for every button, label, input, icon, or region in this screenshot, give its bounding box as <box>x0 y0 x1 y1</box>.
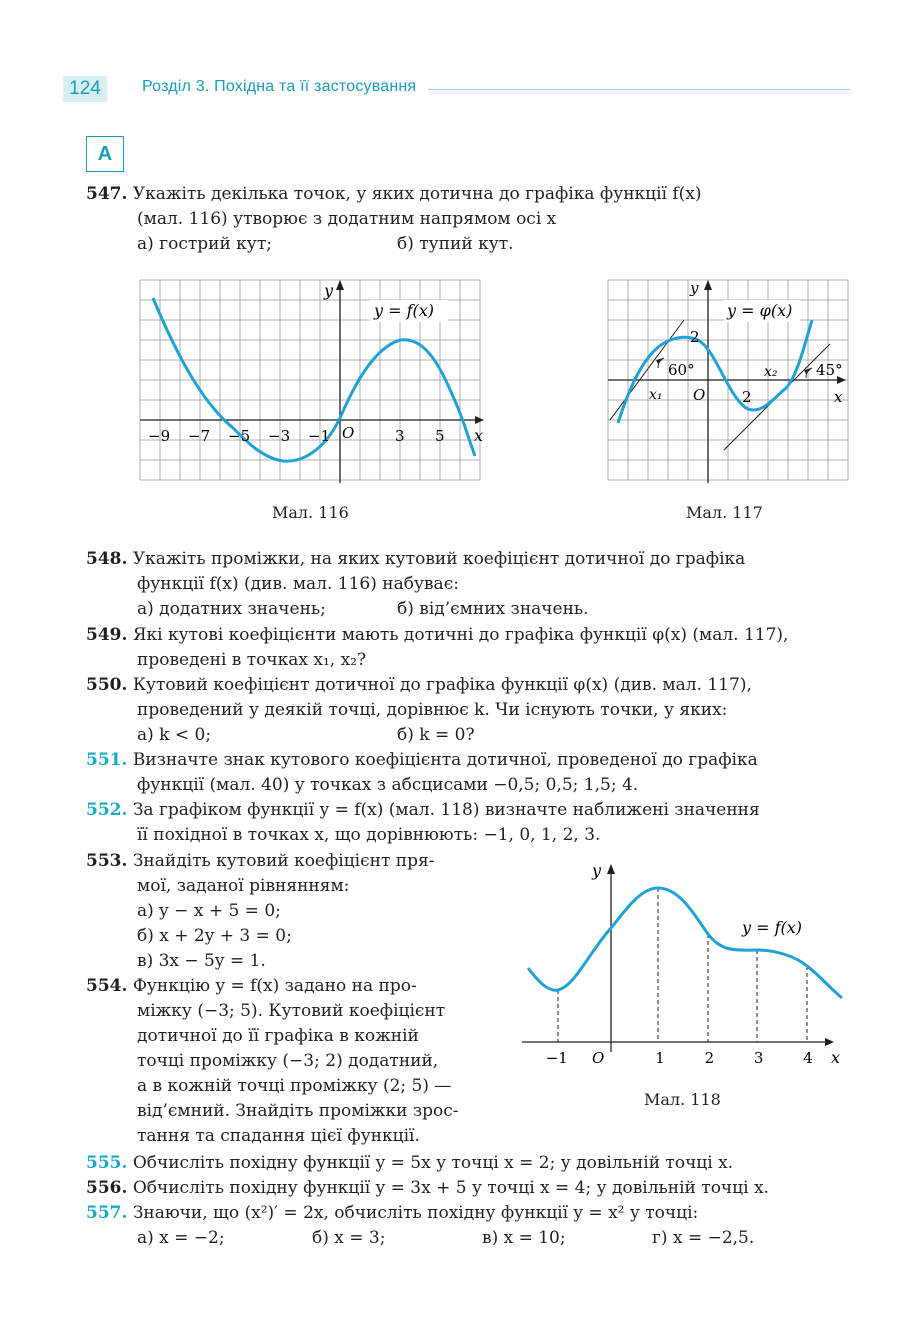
option-a: а) гострий кут; <box>137 234 272 254</box>
tick-label: −1 <box>545 1049 568 1067</box>
angle-label: 45° <box>816 361 843 379</box>
option-c: в) 3x − 5y = 1. <box>137 951 266 971</box>
option-b: б) від’ємних значень. <box>397 599 589 619</box>
tick-label: −1 <box>308 427 331 445</box>
problem-text: проведений у деякій точці, дорівнює k. Чи існують точки, у яких: <box>137 700 728 720</box>
problem-557 <box>86 1201 698 1226</box>
problem-number: 549. <box>86 625 128 645</box>
option-b: б) k = 0? <box>397 725 475 745</box>
problem-number: 556. <box>86 1178 128 1198</box>
function-label: y = φ(x) <box>727 301 793 320</box>
problem-text: За графіком функції y = f(x) (мал. 118) визначте наближені значення <box>132 800 760 820</box>
problem-text: Які кутові коефіцієнти мають дотичні до графіка функції φ(x) (мал. 117), <box>132 625 789 645</box>
problem-text: Визначте знак кутового коефіцієнта дотичної, проведеної до графіка <box>132 750 758 770</box>
y-axis-label: y <box>324 281 334 300</box>
tick-label: 4 <box>803 1049 813 1067</box>
function-label: y = f(x) <box>742 918 803 937</box>
tick-label: 1 <box>655 1049 665 1067</box>
problem-553 <box>86 849 434 874</box>
figure-118 <box>520 856 850 1076</box>
point-label-x2: x₂ <box>764 364 778 380</box>
point-label-x1: x₁ <box>649 387 663 403</box>
problem-text: точці проміжку (−3; 2) додатний, <box>137 1051 439 1071</box>
tick-label: 2 <box>704 1049 715 1067</box>
option-a: а) x = −2; <box>137 1228 225 1248</box>
option-a: а) y − x + 5 = 0; <box>137 901 281 921</box>
option-b: б) x + 2y + 3 = 0; <box>137 926 292 946</box>
tick-label: −9 <box>148 427 171 445</box>
problem-550 <box>86 673 752 698</box>
origin-label: O <box>342 424 355 442</box>
y-axis-label: y <box>690 279 699 297</box>
tick-label: −3 <box>268 427 291 445</box>
problem-number: 553. <box>86 851 128 871</box>
problem-text: дотичної до її графіка в кожній <box>137 1026 419 1046</box>
option-b: б) тупий кут. <box>397 234 514 254</box>
tick-label: 3 <box>395 427 405 445</box>
problem-text: її похідної в точках x, що дорівнюють: −1, 0, 1, 2, 3. <box>137 825 601 845</box>
problem-number: 547. <box>86 184 128 204</box>
option-c: в) x = 10; <box>482 1228 566 1248</box>
problem-552 <box>86 798 760 823</box>
level-badge: А <box>86 136 124 172</box>
option-a: а) k < 0; <box>137 725 212 745</box>
problem-text: а в кожній точці проміжку (2; 5) — <box>137 1076 452 1096</box>
figure-117 <box>606 278 850 488</box>
problem-number: 550. <box>86 675 128 695</box>
angle-label: 60° <box>668 361 695 379</box>
problem-548 <box>86 547 745 572</box>
problem-number: 554. <box>86 976 128 996</box>
caption-116: Мал. 116 <box>272 503 349 522</box>
tick-label: 5 <box>435 427 445 445</box>
x-axis-label: x <box>474 426 484 445</box>
tick-label: 3 <box>753 1049 764 1067</box>
problem-text: Обчисліть похідну функції y = 3x + 5 у точці x = 4; у довільній точці x. <box>132 1178 769 1198</box>
problem-555 <box>86 1151 733 1176</box>
problem-number: 555. <box>86 1153 128 1173</box>
problem-text: Знайдіть кутовий коефіцієнт пря- <box>132 851 435 871</box>
problem-text: Обчисліть похідну функції y = 5x у точці x = 2; у довільній точці x. <box>132 1153 734 1173</box>
problem-549 <box>86 623 788 648</box>
option-d: г) x = −2,5. <box>652 1228 755 1248</box>
problem-text: Кутовий коефіцієнт дотичної до графіка функції φ(x) (див. мал. 117), <box>132 675 752 695</box>
option-a: а) додатних значень; <box>137 599 326 619</box>
problem-number: 557. <box>86 1203 128 1223</box>
origin-label: O <box>592 1049 605 1067</box>
problem-number: 548. <box>86 549 128 569</box>
caption-118: Мал. 118 <box>644 1090 721 1109</box>
problem-text: функції f(x) (див. мал. 116) набуває: <box>137 574 459 594</box>
problem-551 <box>86 748 758 773</box>
problem-text: Функцію y = f(x) задано на про- <box>132 976 417 996</box>
problem-text: проведені в точках x₁, x₂? <box>137 650 367 670</box>
y-axis-label: y <box>592 861 602 880</box>
problem-547 <box>86 182 702 207</box>
problem-text: Знаючи, що (x²)′ = 2x, обчисліть похідну функції y = x² у точці: <box>132 1203 699 1223</box>
section-title: Розділ 3. Похідна та її застосування <box>142 78 417 95</box>
problem-text: від’ємний. Знайдіть проміжки зрос- <box>137 1101 459 1121</box>
tick-label: −7 <box>188 427 211 445</box>
figure-116 <box>138 278 486 488</box>
problem-number: 552. <box>86 800 128 820</box>
problem-text: міжку (−3; 5). Кутовий коефіцієнт <box>137 1001 446 1021</box>
tick-label: −5 <box>228 427 251 445</box>
problem-text: Укажіть проміжки, на яких кутовий коефіцієнт дотичної до графіка <box>132 549 746 569</box>
tick-label: 2 <box>690 328 700 346</box>
problem-text: Укажіть декілька точок, у яких дотична до графіка функції f(x) <box>132 184 702 204</box>
problem-text: мої, заданої рівнянням: <box>137 876 350 896</box>
problem-556 <box>86 1176 769 1201</box>
page-number: 124 <box>63 76 107 102</box>
tick-label: 2 <box>742 388 752 406</box>
problem-text: тання та спадання цієї функції. <box>137 1126 420 1146</box>
problem-554 <box>86 974 417 999</box>
origin-label: O <box>693 386 706 404</box>
problem-text: функції (мал. 40) у точках з абсцисами −0,5; 0,5; 1,5; 4. <box>137 775 639 795</box>
header-rule <box>428 89 850 90</box>
x-axis-label: x <box>831 1048 841 1067</box>
x-axis-label: x <box>834 388 843 406</box>
problem-number: 551. <box>86 750 128 770</box>
problem-text: (мал. 116) утворює з додатним напрямом осі x <box>137 209 557 229</box>
function-label: y = f(x) <box>374 301 435 320</box>
option-b: б) x = 3; <box>312 1228 386 1248</box>
caption-117: Мал. 117 <box>686 503 763 522</box>
